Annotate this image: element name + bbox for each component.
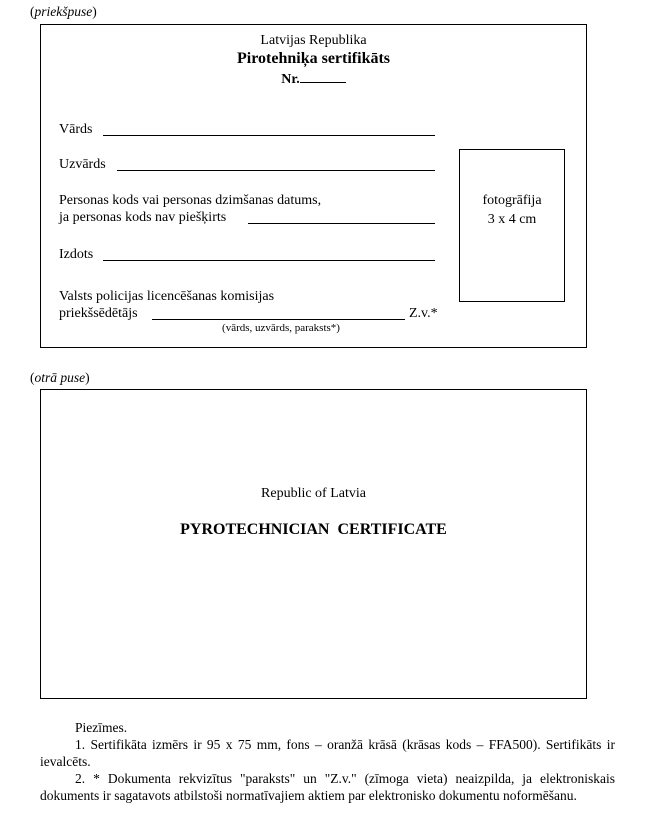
field-first-name-line (103, 135, 435, 136)
back-side-label-text: otrā puse (34, 370, 86, 385)
field-last-name-line (117, 170, 435, 171)
field-issued-line (103, 260, 435, 261)
note-item-2: 2. * Dokumenta rekvizītus "paraksts" un "Z.v." (zīmoga vieta) neaizpilda, ja elektroniskais dokuments ir sagatavots atbilstoši normatīvajiem aktiem par elektronisko dokumentu noformēšanu. (40, 771, 615, 803)
front-side-label: (priekšpuse) (30, 4, 97, 19)
field-issued-label: Izdots (59, 247, 94, 262)
certificate-number (41, 70, 586, 88)
front-country: Latvijas Republika (260, 33, 367, 48)
signature-caption: (vārds, uzvārds, paraksts*) (222, 322, 340, 334)
field-person-code-label-2: ja personas kods nav piešķirts (59, 210, 227, 225)
number-blank (300, 70, 346, 83)
certificate-back (40, 389, 587, 699)
number-label: Nr. (281, 72, 300, 87)
back-title: PYROTECHNICIAN CERTIFICATE (180, 521, 447, 538)
field-last-name-label: Uzvārds (59, 157, 106, 172)
field-person-code-label-1: Personas kods vai personas dzimšanas datums, (59, 193, 322, 208)
back-side-label: (otrā puse) (30, 370, 90, 385)
notes-heading: Piezīmes. (75, 720, 128, 735)
field-chair-label-1: Valsts policijas licencēšanas komisijas (59, 289, 275, 304)
photo-label: fotogrāfija (482, 193, 542, 208)
front-title: Pirotehniķa sertifikāts (236, 50, 391, 67)
field-person-code-line (248, 223, 435, 224)
back-country: Republic of Latvia (261, 486, 366, 501)
front-side-label-text: priekšpuse (34, 4, 93, 19)
field-chair-label-2: priekšsēdētājs (59, 306, 138, 321)
photo-placeholder (459, 149, 565, 302)
note-item-1: 1. Sertifikāta izmērs ir 95 x 75 mm, fons – oranžā krāsā (krāsas kods – FFA500). Sertifikāts ir ievalcēts. (40, 737, 615, 769)
field-first-name-label: Vārds (59, 122, 93, 137)
field-chair-signature-line (152, 319, 405, 320)
certificate-front (40, 24, 587, 348)
photo-size: 3 x 4 cm (487, 212, 537, 227)
seal-place-label: Z.v.* (409, 306, 438, 321)
